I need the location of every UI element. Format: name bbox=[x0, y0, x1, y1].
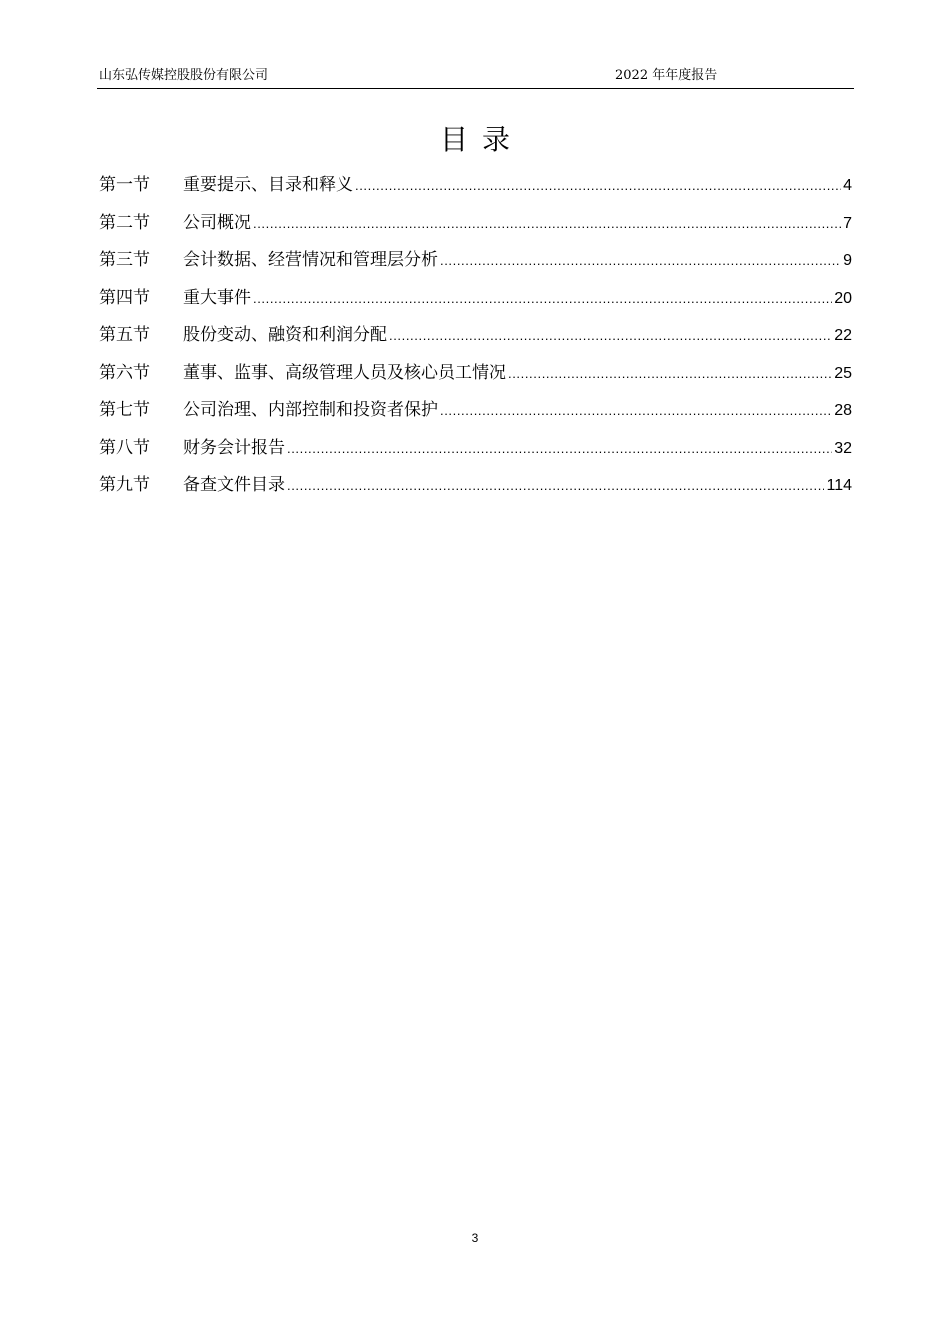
toc-leader-dots bbox=[440, 396, 832, 426]
toc-entry[interactable] bbox=[99, 395, 852, 433]
toc-section-number: 第七节 bbox=[99, 400, 150, 420]
page-header bbox=[97, 66, 854, 89]
toc-entry[interactable] bbox=[99, 283, 852, 321]
toc-section-number: 第四节 bbox=[99, 287, 150, 308]
toc-entry[interactable] bbox=[99, 433, 852, 471]
toc-section-name: 财务会计报告 bbox=[183, 437, 285, 458]
toc-page-number: 9 bbox=[843, 252, 852, 269]
toc-section-name: 会计数据、经营情况和管理层分析 bbox=[183, 250, 438, 270]
toc-section-name: 重大事件 bbox=[183, 287, 251, 308]
toc-section-name: 股份变动、融资和利润分配 bbox=[183, 325, 387, 345]
toc-page-number: 7 bbox=[843, 214, 852, 232]
header-report-title: 2022 年年度报告 bbox=[615, 68, 718, 83]
toc-section-name: 董事、监事、高级管理人员及核心员工情况 bbox=[183, 362, 506, 383]
toc-leader-dots bbox=[253, 209, 841, 239]
toc-section-name: 备查文件目录 bbox=[183, 475, 285, 495]
toc-page-number: 22 bbox=[834, 327, 852, 344]
toc-page-number: 28 bbox=[834, 402, 852, 419]
toc-leader-dots bbox=[440, 246, 841, 276]
toc-page-number: 32 bbox=[834, 439, 852, 457]
toc-leader-dots bbox=[355, 171, 841, 201]
toc-entry[interactable] bbox=[99, 170, 852, 208]
page-footer-number: 3 bbox=[471, 1231, 479, 1245]
toc-section-number: 第一节 bbox=[99, 175, 150, 195]
toc-entry[interactable] bbox=[99, 358, 852, 396]
toc-section-number: 第六节 bbox=[99, 362, 150, 383]
toc-page-number: 20 bbox=[834, 289, 852, 307]
toc-section-number: 第三节 bbox=[99, 250, 150, 270]
toc-section-number: 第八节 bbox=[99, 437, 150, 458]
toc-leader-dots bbox=[253, 284, 832, 314]
toc-title: 目录 bbox=[439, 123, 524, 156]
toc-page-number: 114 bbox=[826, 477, 852, 494]
toc-section-name: 公司概况 bbox=[183, 212, 251, 233]
toc-leader-dots bbox=[287, 434, 832, 464]
toc-leader-dots bbox=[389, 321, 832, 351]
toc-entry[interactable] bbox=[99, 320, 852, 358]
toc-leader-dots bbox=[287, 471, 824, 501]
toc-page-number: 4 bbox=[843, 177, 852, 194]
toc-leader-dots bbox=[508, 359, 832, 389]
toc-section-number: 第二节 bbox=[99, 212, 150, 233]
toc-entry[interactable] bbox=[99, 245, 852, 283]
table-of-contents bbox=[99, 170, 852, 508]
toc-section-name: 公司治理、内部控制和投资者保护 bbox=[183, 400, 438, 420]
toc-section-number: 第九节 bbox=[99, 475, 150, 495]
toc-section-number: 第五节 bbox=[99, 325, 150, 345]
toc-page-number: 25 bbox=[834, 364, 852, 382]
header-company-name: 山东弘传媒控股股份有限公司 bbox=[99, 68, 269, 83]
toc-entry[interactable] bbox=[99, 208, 852, 246]
toc-entry[interactable] bbox=[99, 470, 852, 508]
toc-section-name: 重要提示、目录和释义 bbox=[183, 175, 353, 195]
